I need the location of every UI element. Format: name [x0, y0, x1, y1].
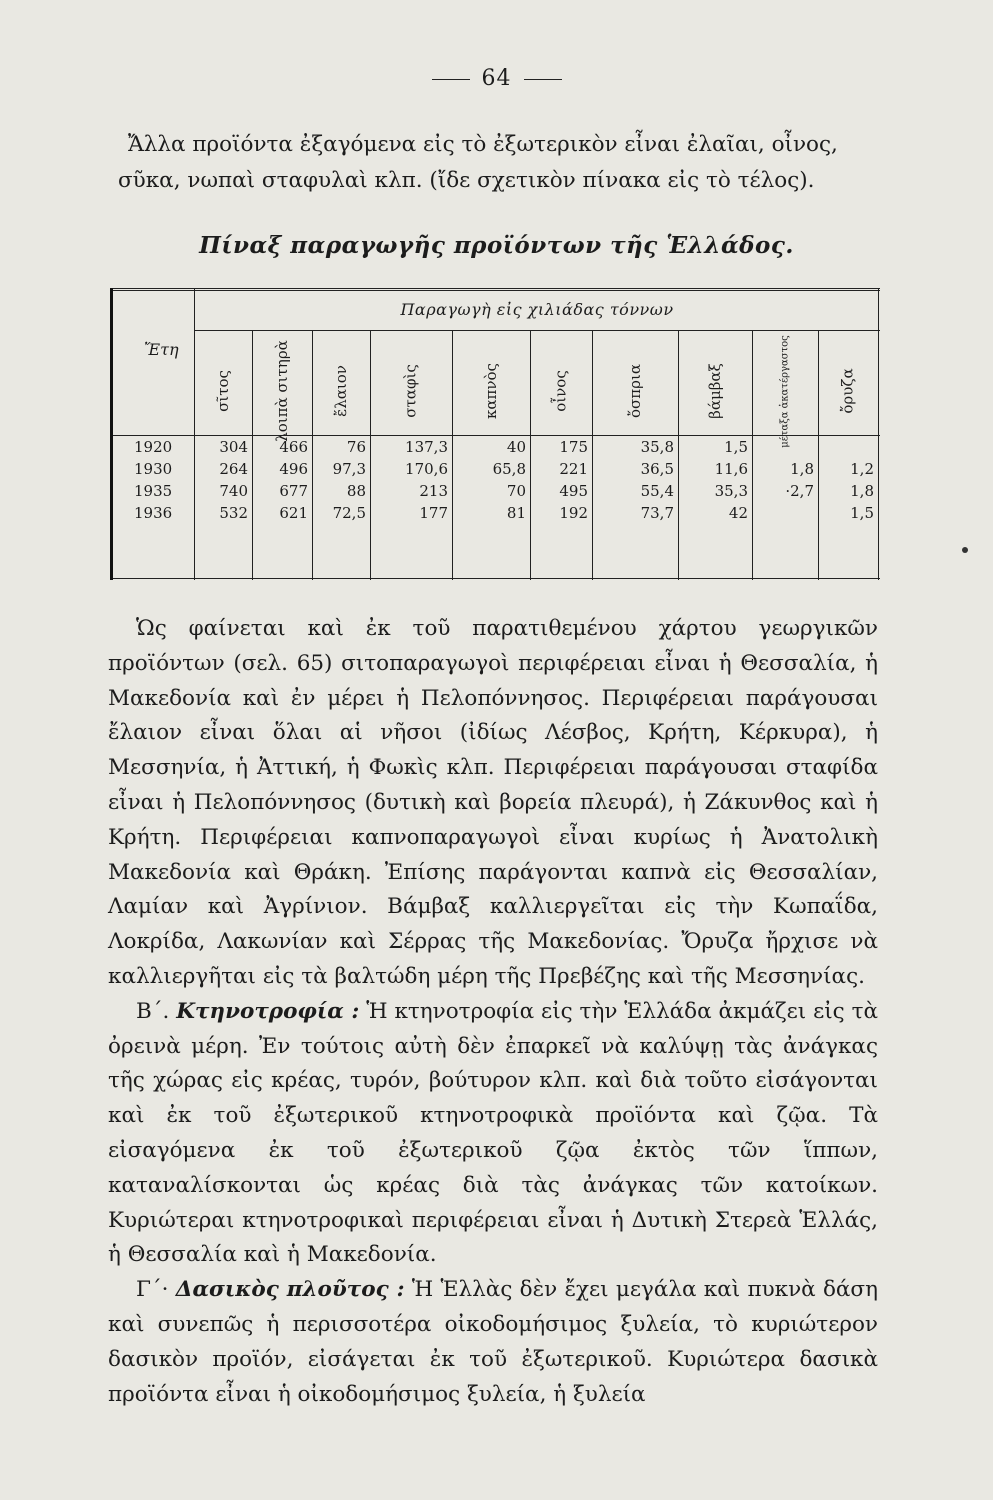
column-header: [592, 350, 678, 432]
year-cell: 1935: [134, 482, 173, 500]
column-header-label: λοιπὰ σιτηρὰ: [273, 340, 291, 442]
page-number: 64: [0, 66, 993, 91]
dash-right: [524, 79, 562, 80]
table-top-rule-double: [110, 290, 880, 291]
value-cell: 137,3: [405, 438, 448, 456]
column-header: [530, 350, 592, 432]
value-cell: 72,5: [332, 504, 366, 522]
value-cell: 35,8: [640, 438, 674, 456]
value-cell: 11,6: [714, 460, 748, 478]
column-header: [312, 350, 370, 432]
value-cell: 1,5: [850, 504, 874, 522]
table-header-rule: [110, 435, 880, 436]
ink-speck: [962, 547, 968, 553]
value-cell: 35,3: [714, 482, 748, 500]
table-left-border: [110, 288, 113, 580]
table-top-rule: [110, 288, 880, 289]
value-cell: 264: [219, 460, 248, 478]
column-rule: [194, 288, 195, 580]
value-cell: 55,4: [640, 482, 674, 500]
table-right-border: [878, 288, 879, 580]
section-label-livestock: Κτηνοτροφία :: [176, 998, 360, 1024]
value-cell: 221: [559, 460, 588, 478]
year-cell: 1930: [134, 460, 173, 478]
value-cell: 40: [506, 438, 526, 456]
column-header: [252, 340, 312, 442]
value-cell: 532: [219, 504, 248, 522]
column-header: [678, 350, 752, 432]
value-cell: 192: [559, 504, 588, 522]
column-header: [194, 350, 252, 432]
section-text-livestock: Ἡ κτηνοτροφία εἰς τὴν Ἑλλάδα ἀκμάζει εἰς τὰ ὀρεινὰ μέρη. Ἐν τούτοις αὐτὴ δὲν ἐπαρκεῖ νὰ καλύψῃ τὰς ἀνάγκας τῆς χώρας εἰς κρέας, τυρόν, βούτυρον κλπ. καὶ διὰ τοῦτο εἰσάγονται καὶ ἐκ τοῦ ἐξωτερικοῦ κτηνοτροφικὰ προϊόντα καὶ ζῷα. Τὰ εἰσαγόμενα ἐκ τοῦ ἐξωτερικοῦ ζῷα ἐκτὸς τῶν ἵππων, καταναλίσκονται ὡς κρέας διὰ τὰς ἀνάγκας τῶν κατοίκων. Κυριώτεραι κτηνοτροφικαὶ περιφέρειαι εἶναι ἡ Δυτικὴ Στερεὰ Ἑλλάς, ἡ Θεσσαλία καὶ ἡ Μακεδονία.: [108, 998, 878, 1268]
value-cell: 81: [506, 504, 526, 522]
value-cell: 175: [559, 438, 588, 456]
column-rule: [452, 330, 453, 580]
column-header-label: βάμβαξ: [706, 363, 724, 419]
group-header-rule: [194, 330, 880, 331]
value-cell: 304: [219, 438, 248, 456]
value-cell: 177: [419, 504, 448, 522]
column-header: [452, 350, 530, 432]
column-header: [818, 350, 878, 432]
value-cell: 88: [346, 482, 366, 500]
value-cell: 213: [419, 482, 448, 500]
value-cell: 740: [219, 482, 248, 500]
value-cell: 621: [279, 504, 308, 522]
value-cell: 1,8: [850, 482, 874, 500]
value-cell: 466: [279, 438, 308, 456]
column-rule: [252, 330, 253, 580]
value-cell: 170,6: [405, 460, 448, 478]
column-header-label: ἔλαιον: [332, 365, 350, 417]
column-rule: [818, 330, 819, 580]
column-rule: [312, 330, 313, 580]
year-cell: 1920: [134, 438, 173, 456]
table-bottom-rule: [110, 578, 880, 579]
value-cell: 97,3: [332, 460, 366, 478]
group-column-header: Παραγωγὴ εἰς χιλιάδας τόννων: [400, 300, 674, 319]
column-rule: [592, 330, 593, 580]
column-header-label: οἶνος: [552, 370, 570, 412]
intro-line-2: σῦκα, νωπαὶ σταφυλαὶ κλπ. (ἴδε σχετικὸν πίνακα εἰς τὸ τέλος).: [118, 168, 815, 193]
column-header: [370, 350, 452, 432]
paragraph-crops: Ὡς φαίνεται καὶ ἐκ τοῦ παρατιθεμένου χάρτου γεωργικῶν προϊόντων (σελ. 65) σιτοπαραγωγοὶ περιφέρειαι εἶναι ἡ Θεσσαλία, ἡ Μακεδονία καὶ ἐν μέρει ἡ Πελοπόννησος. Περιφέρειαι παράγουσαι ἔλαιον εἶναι ὅλαι αἱ νῆσοι (ἰδίως Λέσβος, Κρήτη, Κέρκυρα), ἡ Μεσσηνία, ἡ Ἀττική, ἡ Φωκὶς κλπ. Περιφέρειαι παράγουσαι σταφίδα εἶναι ἡ Πελοπόννησος (δυτικὴ καὶ βορεία πλευρά), ἡ Ζάκυνθος καὶ ἡ Κρήτη. Περιφέρειαι καπνοπαραγωγοὶ εἶναι κυρίως ἡ Ἀνατολικὴ Μακεδονία καὶ Θράκη. Ἐπίσης παράγονται καπνὰ εἰς Θεσσαλίαν, Λαμίαν καὶ Ἀγρίνιον. Βάμβαξ καλλιεργεῖται εἰς τὴν Κωπαΐδα, Λοκρίδα, Λακωνίαν καὶ Σέρρας τῆς Μακεδονίας. Ὄρυζα ἤρχισε νὰ καλλιεργῆται εἰς τὰ βαλτώδη μέρη τῆς Πρεβέζης καὶ τῆς Μεσσηνίας.: [108, 616, 878, 989]
section-letter-b: Β΄.: [136, 998, 177, 1024]
column-rule: [370, 330, 371, 580]
value-cell: 76: [346, 438, 366, 456]
column-rule: [752, 330, 753, 580]
value-cell: 42: [728, 504, 748, 522]
section-label-forestry: Δασικὸς πλοῦτος :: [175, 1277, 405, 1303]
paragraph-livestock: [108, 995, 878, 1273]
value-cell: 1,5: [724, 438, 748, 456]
column-header: [752, 334, 818, 448]
column-header-label: σταφὶς: [401, 364, 420, 418]
year-cell: 1936: [134, 504, 173, 522]
table-title: Πίναξ παραγωγῆς προϊόντων τῆς Ἑλλάδος.: [199, 232, 794, 259]
column-header-label: ὄρυζα: [838, 368, 857, 414]
value-cell: 1,8: [790, 460, 814, 478]
value-cell: 1,2: [850, 460, 874, 478]
section-letter-c: Γ΄·: [136, 1277, 176, 1303]
value-cell: 70: [506, 482, 526, 500]
dash-left: [432, 79, 470, 80]
column-header-label: σῖτος: [213, 370, 232, 412]
column-header-label: ὄσπρια: [626, 364, 644, 418]
value-cell: ·2,7: [785, 482, 814, 500]
column-header-label: καπνὸς: [481, 363, 500, 419]
intro-paragraph: [118, 127, 880, 199]
value-cell: 65,8: [492, 460, 526, 478]
paragraph-forestry: [108, 1273, 878, 1412]
value-cell: 36,5: [640, 460, 674, 478]
column-header-label: μέταξα ἀκατέργαστος: [779, 334, 791, 448]
production-table: [110, 288, 880, 580]
year-column-header: Ἔτη: [144, 340, 179, 359]
column-rule: [678, 330, 679, 580]
intro-line-1: Ἄλλα προϊόντα ἐξαγόμενα εἰς τὸ ἐξωτερικὸν εἶναι ἐλαῖαι, οἶνος,: [128, 132, 838, 157]
value-cell: 677: [279, 482, 308, 500]
value-cell: 73,7: [640, 504, 674, 522]
section-text-forestry: Ἡ Ἑλλὰς δὲν ἔχει μεγάλα καὶ πυκνὰ δάση καὶ συνεπῶς ἡ περισσοτέρα οἰκοδομήσιμος ξυλεία, τὸ κυριώτερον δασικὸν προϊόν, εἰσάγεται ἐκ τοῦ ἐξωτερικοῦ. Κυριώτερα δασικὰ προϊόντα εἶναι ἡ οἰκοδομήσιμος ξυλεία, ἡ ξυλεία: [108, 1277, 878, 1407]
value-cell: 495: [559, 482, 588, 500]
body-text: [108, 612, 878, 1412]
value-cell: 496: [279, 460, 308, 478]
column-rule: [530, 330, 531, 580]
